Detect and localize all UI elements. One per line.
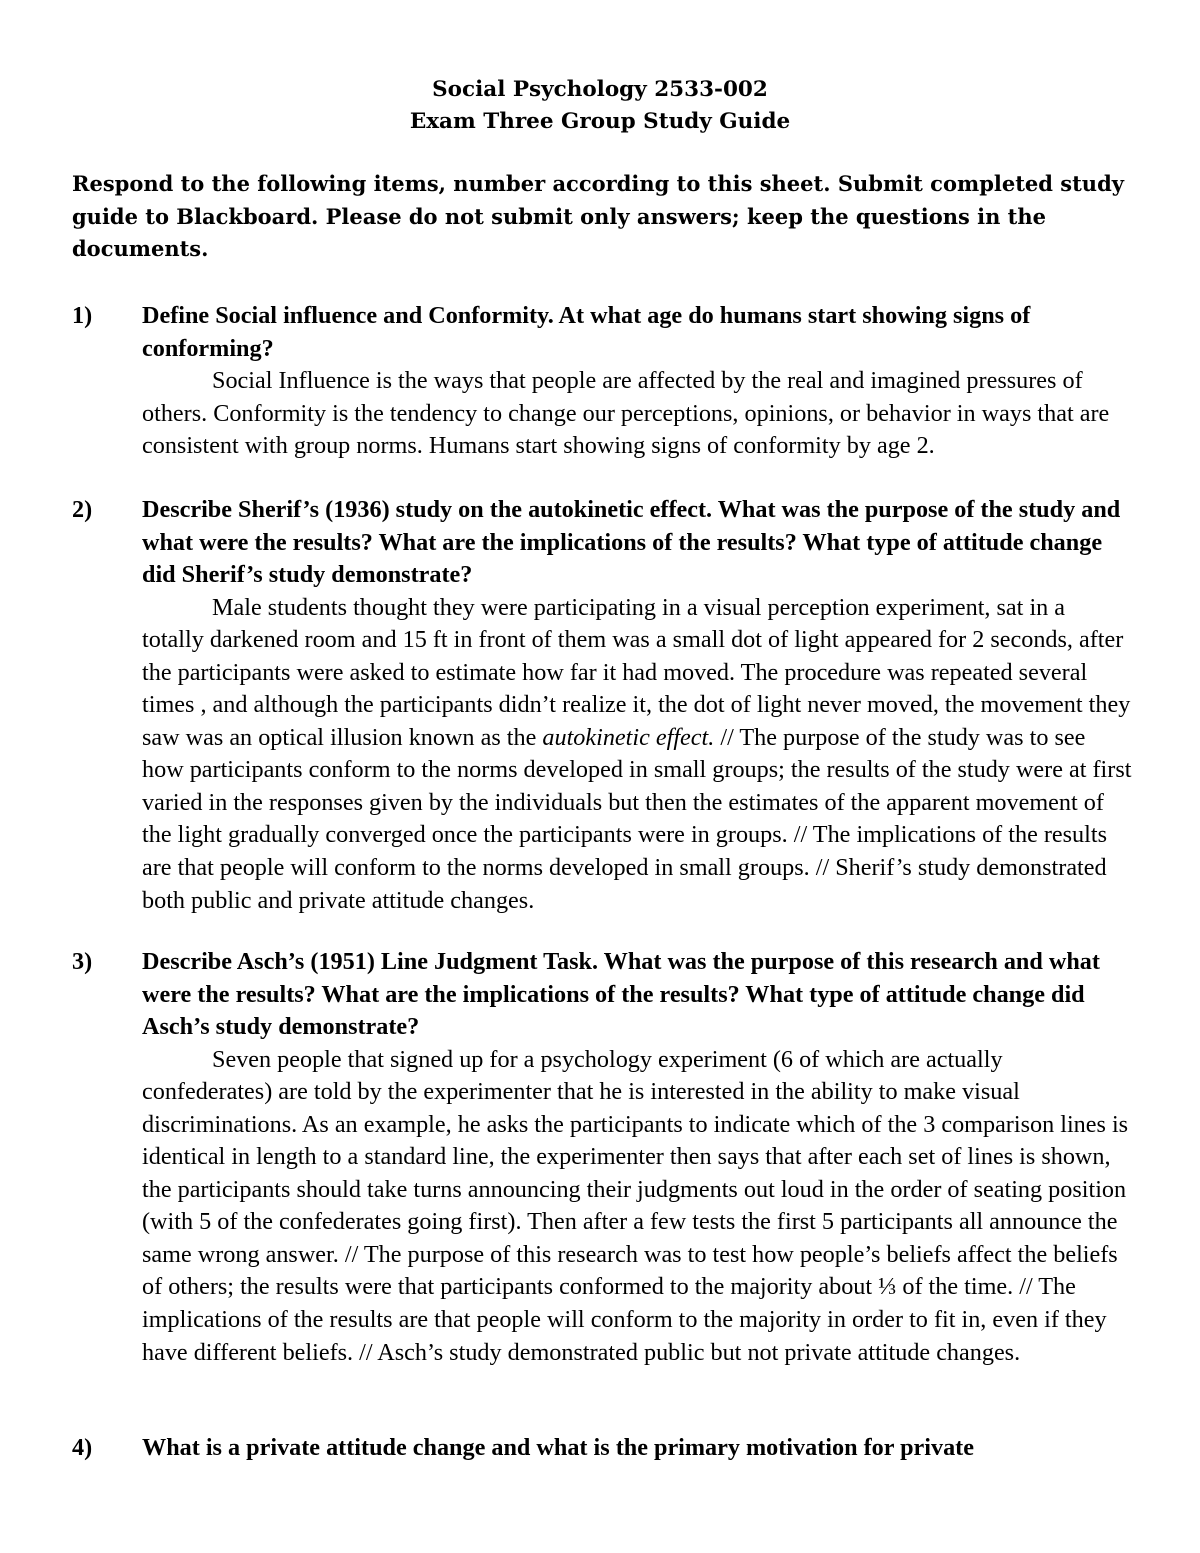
answer-italic-term: autokinetic effect. [542, 723, 715, 751]
course-title: Social Psychology 2533-002 [432, 77, 768, 102]
answer-text-part1: Male students thought they were participating in a visual perception experiment, sat in a totally darkened room and 15 ft in front of them was a small dot of light appeared for 2 seconds, after the participants were asked to estimate how far it had moved. The procedure was repeated several times , and although the participants didn’t realize it, the dot of light never moved, the movement they saw was an optical illusion known as the [142, 593, 1131, 751]
item-answer: Social Influence is the ways that people are affected by the real and imagined pressures of others. Conformity is the tendency to change our perceptions, opinions, or behavior in ways that are consistent with group norms. Humans start showing signs of conformity by age 2. [142, 367, 1110, 460]
guide-title: Exam Three Group Study Guide [409, 109, 791, 134]
study-item-4 [72, 1432, 1132, 1465]
instructions-paragraph: Respond to the following items, number according to this sheet. Submit completed study guide to Blackboard. Please do not submit only answers; keep the questions in the documents. [72, 171, 1124, 261]
study-item-2 [72, 494, 1132, 917]
item-answer: Seven people that signed up for a psychology experiment (6 of which are actually confederates) are told by the experimenter that he is interested in the ability to make visual discriminations. As an example, he asks the participants to indicate which of the 3 comparison lines is identical in length to a standard line, the experimenter then says that after each set of lines is shown, the participants should take turns announcing their judgments out loud in the order of seating position (with 5 of the confederates going first). Then after a few tests the first 5 participants all announce the same wrong answer. // The purpose of this research was to test how people’s beliefs affect the beliefs of others; the results were that participants conformed to the majority about ⅓ of the time. // The implications of the results are that people will conform to the majority in order to fit in, even if they have different beliefs. // Asch’s study demonstrated public but not private attitude changes. [142, 1045, 1129, 1366]
item-question: Describe Asch’s (1951) Line Judgment Task. What was the purpose of this research and what were the results? What are the implications of the results? What type of attitude change did Asch’s study demonstrate? [142, 948, 1100, 1041]
item-number: 3) [72, 948, 93, 975]
item-answer [142, 592, 1132, 917]
item-question: Describe Sherif’s (1936) study on the autokinetic effect. What was the purpose of the study and what were the results? What are the implications of the results? What type of attitude change did Sherif’s study demonstrate? [142, 496, 1121, 589]
item-number: 4) [72, 1434, 93, 1461]
item-question: Define Social influence and Conformity. At what age do humans start showing signs of conforming? [142, 302, 1031, 362]
study-item-1 [72, 300, 1132, 463]
item-number: 1) [72, 302, 93, 329]
item-question: What is a private attitude change and what is the primary motivation for private [142, 1434, 974, 1461]
item-number: 2) [72, 496, 93, 523]
study-item-3 [72, 946, 1132, 1369]
answer-text-part2: // The purpose of the study was to see how participants conform to the norms developed in small groups; the results of the study were at first varied in the responses given by the individuals but then the estimates of the apparent movement of the light gradually converged once the participants were in groups. // The implications of the results are that people will conform to the norms developed in small groups. // Sherif’s study demonstrated both public and private attitude changes. [142, 723, 1132, 914]
